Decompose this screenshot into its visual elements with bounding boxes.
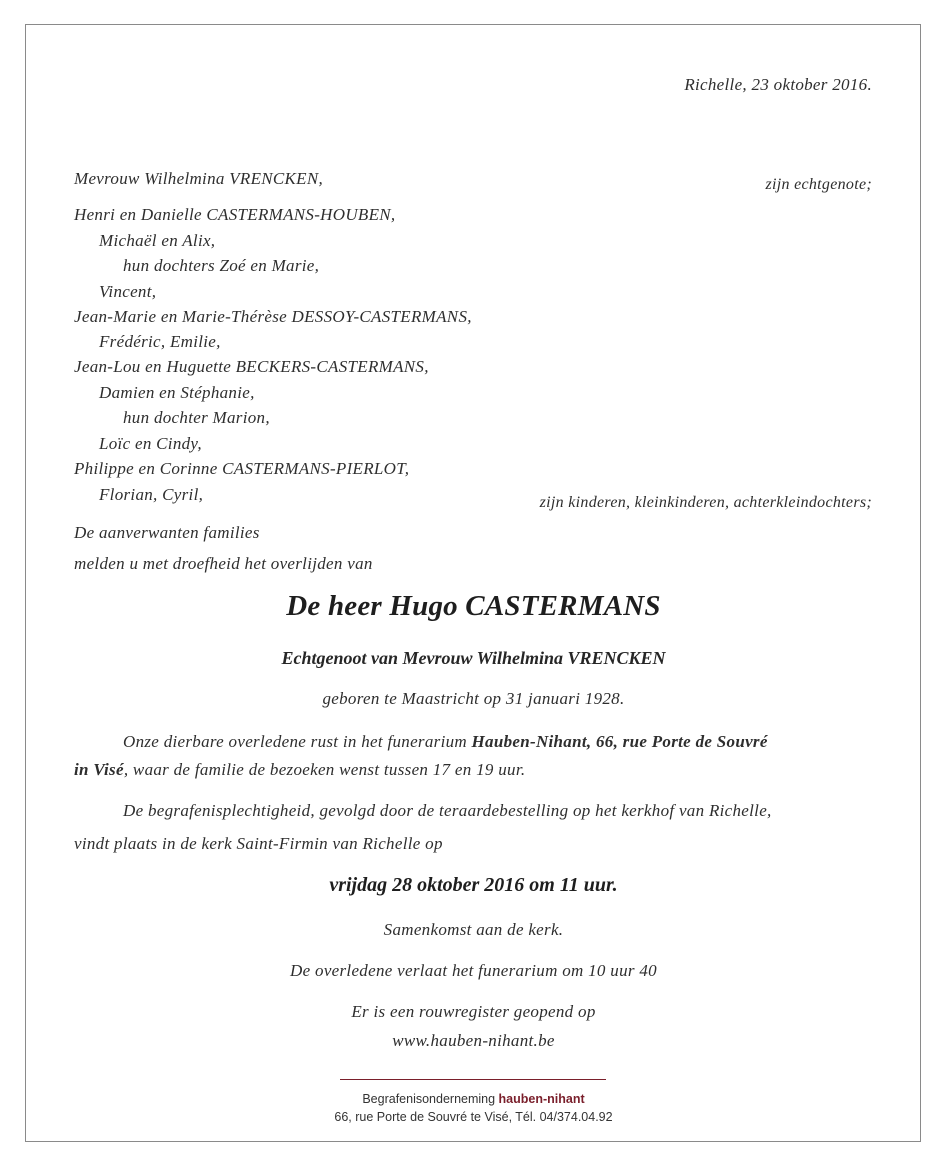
spouse-name: Mevrouw Wilhelmina VRENCKEN, <box>74 169 324 188</box>
family-line: Henri en Danielle CASTERMANS-HOUBEN, <box>74 205 396 224</box>
family-line: hun dochters Zoé en Marie, <box>123 256 320 275</box>
company-logo-text: hauben-nihant <box>498 1092 585 1106</box>
funerarium-location: Hauben-Nihant, 66, rue Porte de Souvré <box>471 732 768 751</box>
rest-outro: , waar de familie de bezoeken wenst tussen 17 en 19 uur. <box>123 760 526 779</box>
family-line: Michaël en Alix, <box>99 231 216 250</box>
birth-line: geboren te Maastricht op 31 januari 1928. <box>322 689 625 708</box>
family-line: hun dochter Marion, <box>123 408 270 427</box>
family-line: Loïc en Cindy, <box>99 434 202 453</box>
footer-company <box>0 1092 947 1106</box>
family-line: Vincent, <box>99 282 157 301</box>
footer-company-prefix: Begrafenisonderneming <box>362 1092 499 1106</box>
ceremony-date: vrijdag 28 oktober 2016 om 11 uur. <box>329 874 618 896</box>
place-date: Richelle, 23 oktober 2016. <box>684 75 872 94</box>
footer-divider <box>340 1079 606 1080</box>
ceremony-line2: vindt plaats in de kerk Saint-Firmin van Richelle op <box>74 834 443 853</box>
ceremony-line1: De begrafenisplechtigheid, gevolgd door de teraardebestelling op het kerkhof van Richelle, <box>123 801 772 820</box>
relatives-line: De aanverwanten families <box>74 523 260 542</box>
family-line: Frédéric, Emilie, <box>99 332 221 351</box>
family-line: Florian, Cyril, <box>99 485 204 504</box>
deceased-subtitle: Echtgenoot van Mevrouw Wilhelmina VRENCKEN <box>281 648 666 668</box>
rest-intro: Onze dierbare overledene rust in het funerarium <box>123 732 472 751</box>
meeting-line: Samenkomst aan de kerk. <box>383 920 564 939</box>
family-line: Jean-Marie en Marie-Thérèse DESSOY-CASTERMANS, <box>74 307 472 326</box>
rest-paragraph-line2 <box>74 760 525 780</box>
departure-line: De overledene verlaat het funerarium om 10 uur 40 <box>290 961 657 980</box>
family-line: Philippe en Corinne CASTERMANS-PIERLOT, <box>74 459 410 478</box>
family-line: Damien en Stéphanie, <box>99 383 255 402</box>
register-line: Er is een rouwregister geopend op <box>351 1002 596 1021</box>
family-line: Jean-Lou en Huguette BECKERS-CASTERMANS, <box>74 357 429 376</box>
announce-line: melden u met droefheid het overlijden van <box>74 554 373 573</box>
register-website-link[interactable]: www.hauben-nihant.be <box>392 1031 555 1050</box>
rest-paragraph-line1 <box>123 732 768 752</box>
funerarium-city: in Visé <box>74 760 124 779</box>
deceased-name: De heer Hugo CASTERMANS <box>286 590 661 622</box>
spouse-relation: zijn echtgenote; <box>765 176 872 193</box>
children-relation: zijn kinderen, kleinkinderen, achterkleindochters; <box>539 494 872 511</box>
footer-address: 66, rue Porte de Souvré te Visé, Tél. 04/374.04.92 <box>334 1110 613 1124</box>
